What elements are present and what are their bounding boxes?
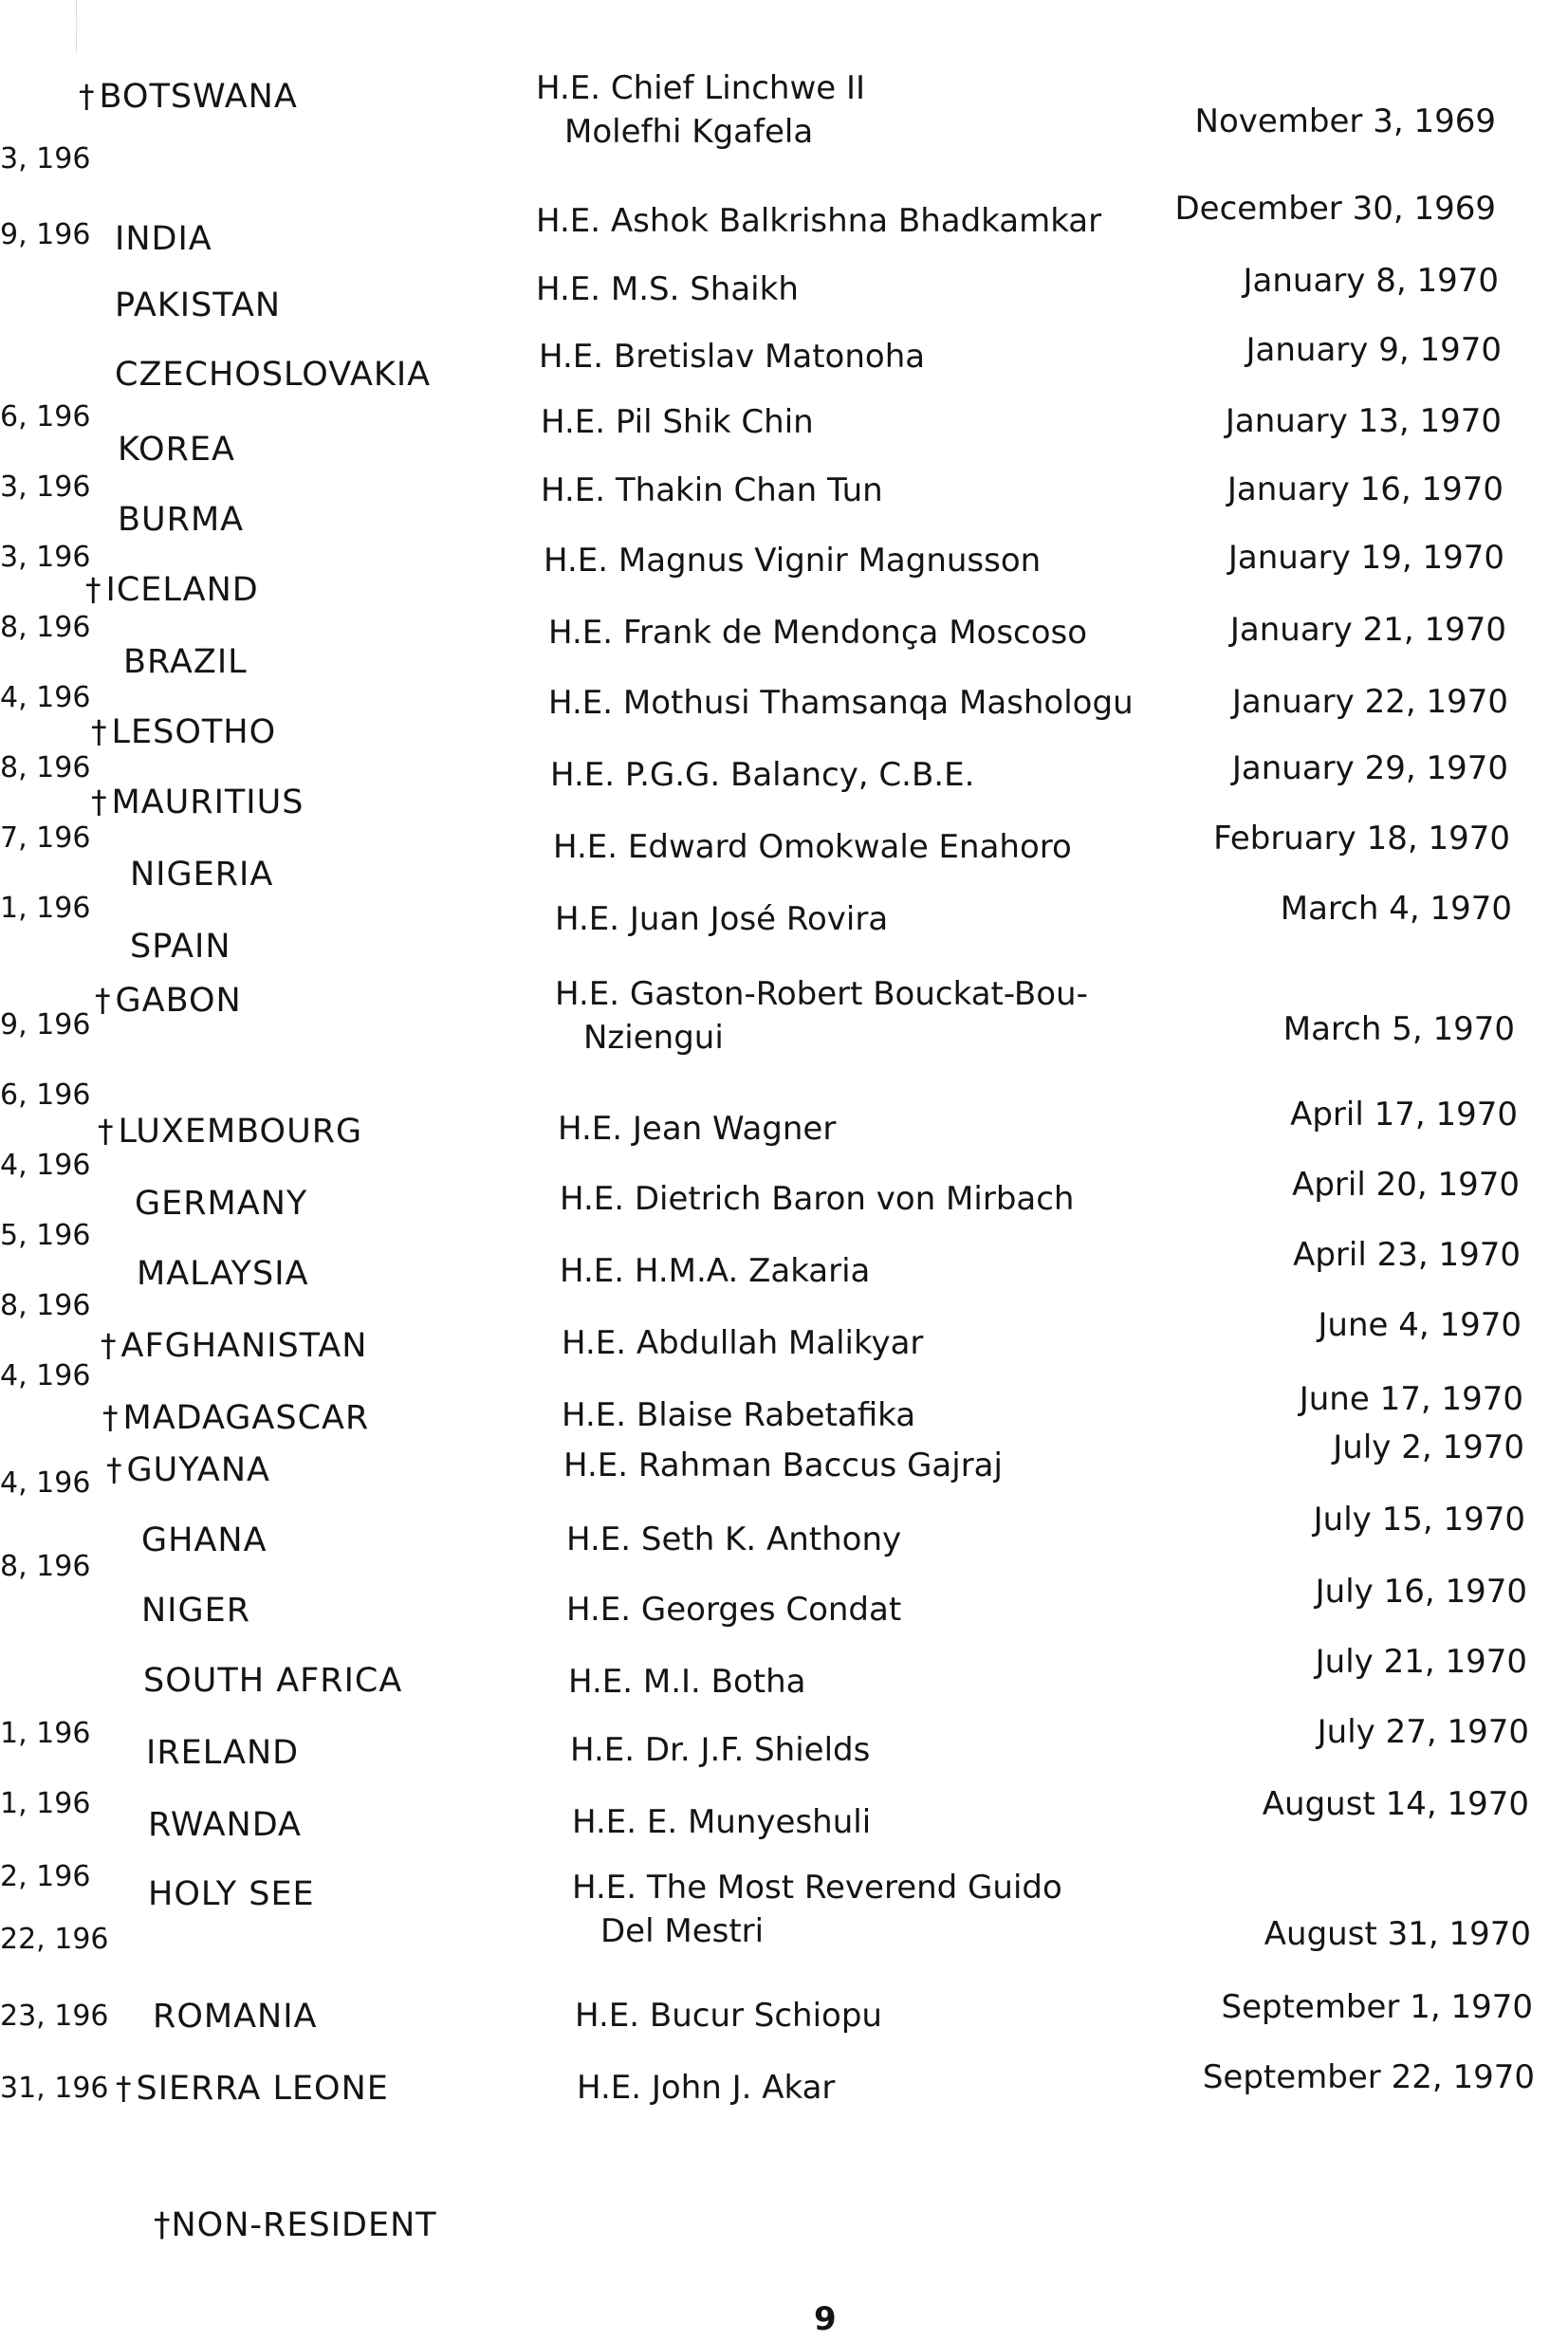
envoy-name: H.E. M.I. Botha [568, 1663, 806, 1701]
country-name [101, 1327, 367, 1365]
country-name [111, 220, 212, 258]
country-label: ICELAND [105, 571, 259, 609]
accreditation-date: August 14, 1970 [1262, 1785, 1529, 1823]
country-label: ROMANIA [153, 1998, 318, 2036]
country-name [79, 78, 298, 116]
envoy-name [572, 1866, 1062, 1953]
country-name [114, 431, 235, 469]
left-date: 3, 196 [0, 142, 91, 175]
non-resident-mark: † [91, 783, 108, 820]
envoy-name: H.E. Rahman Baccus Gajraj [563, 1447, 1003, 1484]
country-name [95, 982, 242, 1020]
country-label: HOLY SEE [148, 1875, 315, 1913]
country-label: BOTSWANA [99, 78, 298, 116]
left-date: 1, 196 [0, 892, 91, 925]
non-resident-mark: † [85, 571, 102, 608]
accreditation-date: June 4, 1970 [1318, 1306, 1522, 1344]
country-label: INDIA [115, 220, 212, 258]
country-label: MALAYSIA [137, 1255, 309, 1293]
country-name [142, 1734, 299, 1772]
accreditation-date: July 16, 1970 [1315, 1573, 1527, 1611]
envoy-name: H.E. Thakin Chan Tun [541, 471, 883, 509]
envoy-name: H.E. Abdullah Malikyar [562, 1324, 924, 1362]
envoy-line1: H.E. Gaston-Robert Bouckat-Bou- [555, 975, 1088, 1013]
country-label: GHANA [141, 1521, 267, 1559]
country-label: MADAGASCAR [122, 1399, 370, 1437]
country-label: LESOTHO [111, 713, 277, 751]
left-date: 1, 196 [0, 1787, 91, 1820]
envoy-line2: Del Mestri [600, 1912, 765, 1950]
left-date: 23, 196 [0, 2000, 109, 2033]
accreditation-date: July 27, 1970 [1317, 1713, 1529, 1751]
country-label: BURMA [118, 501, 245, 539]
country-label: PAKISTAN [115, 286, 282, 324]
accreditation-date: January 13, 1970 [1225, 402, 1502, 440]
country-label: LUXEMBOURG [118, 1113, 363, 1151]
envoy-name [555, 972, 1088, 1060]
left-date: 8, 196 [0, 1550, 91, 1583]
envoy-name: H.E. Edward Omokwale Enahoro [553, 828, 1072, 866]
country-name [111, 286, 281, 324]
non-resident-mark: † [79, 78, 96, 115]
non-resident-mark: † [106, 1451, 123, 1488]
envoy-line1: H.E. Chief Linchwe II [536, 69, 866, 107]
accreditation-date: February 18, 1970 [1213, 820, 1510, 857]
country-label: MAURITIUS [111, 783, 304, 821]
country-label: GERMANY [135, 1185, 308, 1223]
left-date: 5, 196 [0, 1219, 91, 1252]
envoy-line2: Molefhi Kgafela [564, 113, 814, 151]
country-label: BRAZIL [123, 643, 248, 681]
left-date: 9, 196 [0, 218, 91, 251]
accreditation-date: April 17, 1970 [1290, 1096, 1518, 1134]
accreditation-date: January 21, 1970 [1229, 611, 1506, 649]
accreditation-date: September 22, 1970 [1202, 2058, 1535, 2096]
country-name [131, 1185, 307, 1223]
accreditation-date: April 20, 1970 [1292, 1166, 1520, 1204]
envoy-name: H.E. Bucur Schiopu [575, 1997, 882, 2035]
envoy-line2: Nziengui [583, 1019, 724, 1057]
country-label: CZECHOSLOVAKIA [115, 356, 432, 394]
country-name [126, 928, 231, 966]
envoy-name: H.E. John J. Akar [577, 2069, 836, 2107]
country-name [116, 2070, 389, 2108]
country-name [133, 1255, 309, 1293]
left-date: 2, 196 [0, 1860, 91, 1893]
left-date: 1, 196 [0, 1717, 91, 1750]
country-name [126, 856, 273, 894]
left-date: 6, 196 [0, 400, 91, 433]
envoy-name: H.E. Pil Shik Chin [541, 403, 814, 441]
country-name [85, 571, 259, 609]
country-name [91, 783, 304, 821]
accreditation-date: January 8, 1970 [1243, 262, 1499, 300]
country-label: AFGHANISTAN [120, 1327, 368, 1365]
country-name [149, 1998, 317, 2036]
accreditation-date: March 5, 1970 [1282, 1010, 1515, 1048]
left-date: 4, 196 [0, 1359, 91, 1392]
left-date: 3, 196 [0, 541, 91, 574]
left-date: 6, 196 [0, 1078, 91, 1112]
left-date: 8, 196 [0, 751, 91, 784]
country-label: IRELAND [146, 1734, 300, 1772]
envoy-name: H.E. P.G.G. Balancy, C.B.E. [550, 756, 975, 794]
envoy-line1: H.E. The Most Reverend Guido [572, 1869, 1062, 1907]
country-label: NIGERIA [130, 856, 274, 894]
non-resident-mark: † [101, 1327, 118, 1364]
left-date: 22, 196 [0, 1923, 109, 1956]
accreditation-date: December 30, 1969 [1174, 190, 1496, 228]
left-date: 4, 196 [0, 1149, 91, 1182]
envoy-name [536, 66, 865, 154]
scan-artifact [76, 0, 78, 52]
left-date: 9, 196 [0, 1008, 91, 1041]
country-name [91, 713, 276, 751]
envoy-name: H.E. E. Munyeshuli [572, 1803, 872, 1841]
accreditation-date: November 3, 1969 [1194, 102, 1496, 140]
envoy-name: H.E. Dietrich Baron von Mirbach [560, 1180, 1075, 1218]
country-label: KOREA [118, 431, 235, 469]
accreditation-date: July 21, 1970 [1315, 1643, 1527, 1681]
accreditation-date: July 15, 1970 [1313, 1501, 1525, 1539]
envoy-name: H.E. Dr. J.F. Shields [570, 1731, 871, 1769]
page-number: 9 [814, 2300, 837, 2338]
left-date: 4, 196 [0, 1466, 91, 1500]
accreditation-date: March 4, 1970 [1280, 890, 1512, 928]
left-date: 3, 196 [0, 470, 91, 504]
envoy-name: H.E. H.M.A. Zakaria [560, 1252, 871, 1290]
accreditation-date: January 22, 1970 [1231, 683, 1508, 721]
country-label: SIERRA LEONE [136, 2070, 389, 2108]
accreditation-date: September 1, 1970 [1221, 1988, 1533, 2026]
left-date: 8, 196 [0, 611, 91, 644]
envoy-name: H.E. Bretislav Matonoha [539, 338, 926, 376]
envoy-name: H.E. Frank de Mendonça Moscoso [548, 614, 1088, 652]
non-resident-mark: † [102, 1399, 120, 1436]
country-label: SOUTH AFRICA [143, 1662, 403, 1700]
country-name [138, 1521, 267, 1559]
envoy-name: H.E. Georges Condat [566, 1591, 902, 1629]
envoy-name: H.E. Seth K. Anthony [566, 1521, 902, 1558]
country-name [144, 1806, 302, 1844]
country-label: GUYANA [126, 1451, 270, 1489]
accreditation-date: January 9, 1970 [1245, 331, 1502, 369]
accreditation-date: January 16, 1970 [1227, 470, 1503, 508]
non-resident-mark: † [116, 2070, 133, 2107]
envoy-name: H.E. Blaise Rabetafika [562, 1396, 916, 1434]
country-label: NIGER [141, 1592, 251, 1630]
non-resident-footnote: †NON-RESIDENT [154, 2206, 437, 2244]
accreditation-date: January 29, 1970 [1231, 749, 1508, 787]
envoy-name: H.E. Jean Wagner [558, 1110, 837, 1148]
left-date: 4, 196 [0, 681, 91, 714]
left-date: 8, 196 [0, 1289, 91, 1322]
country-name [98, 1113, 362, 1151]
left-date: 31, 196 [0, 2072, 109, 2105]
non-resident-mark: † [95, 982, 112, 1019]
envoy-name: H.E. Mothusi Thamsanqa Mashologu [548, 684, 1134, 722]
country-name [138, 1592, 250, 1630]
accreditation-date: April 23, 1970 [1293, 1236, 1521, 1274]
country-name [139, 1662, 402, 1700]
non-resident-mark: † [91, 713, 108, 750]
country-label: SPAIN [130, 928, 231, 966]
left-date: 7, 196 [0, 821, 91, 855]
country-name [106, 1451, 270, 1489]
country-name [144, 1875, 315, 1913]
country-name [111, 356, 431, 394]
country-name [102, 1399, 369, 1437]
accreditation-date: August 31, 1970 [1264, 1915, 1531, 1953]
country-label: RWANDA [148, 1806, 302, 1844]
envoy-name: H.E. M.S. Shaikh [536, 270, 799, 308]
country-name [120, 643, 248, 681]
country-name [114, 501, 244, 539]
country-label: GABON [115, 982, 242, 1020]
accreditation-date: July 2, 1970 [1333, 1429, 1524, 1466]
envoy-name: H.E. Magnus Vignir Magnusson [544, 542, 1042, 580]
non-resident-mark: † [98, 1113, 115, 1150]
envoy-name: H.E. Juan José Rovira [555, 900, 889, 938]
accreditation-date: January 19, 1970 [1227, 539, 1504, 577]
accreditation-date: June 17, 1970 [1299, 1380, 1523, 1418]
envoy-name: H.E. Ashok Balkrishna Bhadkamkar [536, 202, 1102, 240]
